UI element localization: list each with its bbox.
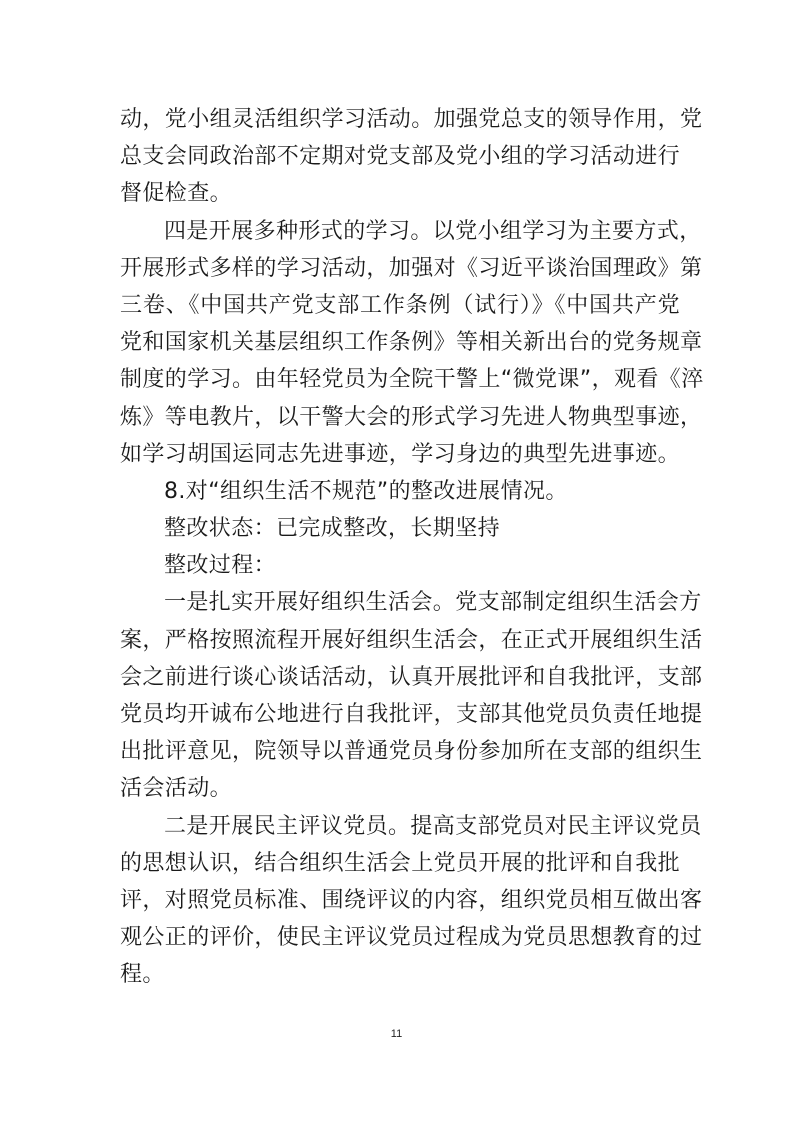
text-line: 动，党小组灵活组织学习活动。加强党总支的领导作用，党 (120, 107, 703, 132)
text-line: 督促检查。 (120, 181, 233, 207)
text-line: 一是扎实开展好组织生活会。党支部制定组织生活会方 (164, 590, 702, 616)
text-line: 活会活动。 (120, 776, 233, 802)
text-line: 总支会同政治部不定期对党支部及党小组的学习活动进行 (120, 144, 681, 170)
text-line: 如学习胡国运同志先进事迹，学习身边的典型先进事迹。 (120, 441, 681, 467)
text-line: 制度的学习。由年轻党员为全院干警上“微党课”，观看《淬 (120, 367, 704, 393)
text-line: 炼》等电教片，以干警大会的形式学习先进人物典型事迹， (120, 404, 703, 430)
text-line: 整改过程： (164, 553, 277, 579)
text-line: 程。 (120, 962, 165, 988)
text-line: 观公正的评价，使民主评议党员过程成为党员思想教育的过 (120, 925, 703, 951)
text-line: 党员均开诚布公地进行自我批评，支部其他党员负责任地提 (120, 702, 703, 727)
text-line: 二是开展民主评议党员。提高支部党员对民主评议党员 (164, 813, 702, 839)
body-text (120, 101, 704, 994)
text-line: 三卷、《中国共产党支部工作条例（试行）》《中国共产党 (120, 292, 680, 318)
page-number: 11 (390, 1028, 403, 1040)
text-line: 评，对照党员标准、围绕评议的内容，组织党员相互做出客 (120, 887, 703, 913)
text-line: 开展形式多样的学习活动，加强对《习近平谈治国理政》第 (120, 255, 703, 281)
text-line: 会之前进行谈心谈话活动，认真开展批评和自我批评，支部 (120, 664, 703, 690)
text-line: 的思想认识，结合组织生活会上党员开展的批评和自我批 (120, 850, 681, 876)
text-line: 8.对“组织生活不规范”的整改进展情况。 (164, 478, 568, 504)
text-line: 案，严格按照流程开展好组织生活会，在正式开展组织生活 (120, 627, 703, 653)
text-line: 整改状态：已完成整改，长期坚持 (164, 516, 501, 542)
text-line: 出批评意见，院领导以普通党员身份参加所在支部的组织生 (120, 739, 703, 765)
text-line: 四是开展多种形式的学习。以党小组学习为主要方式， (164, 218, 702, 244)
text-line: 党和国家机关基层组织工作条例》等相关新出台的党务规章 (120, 330, 703, 356)
